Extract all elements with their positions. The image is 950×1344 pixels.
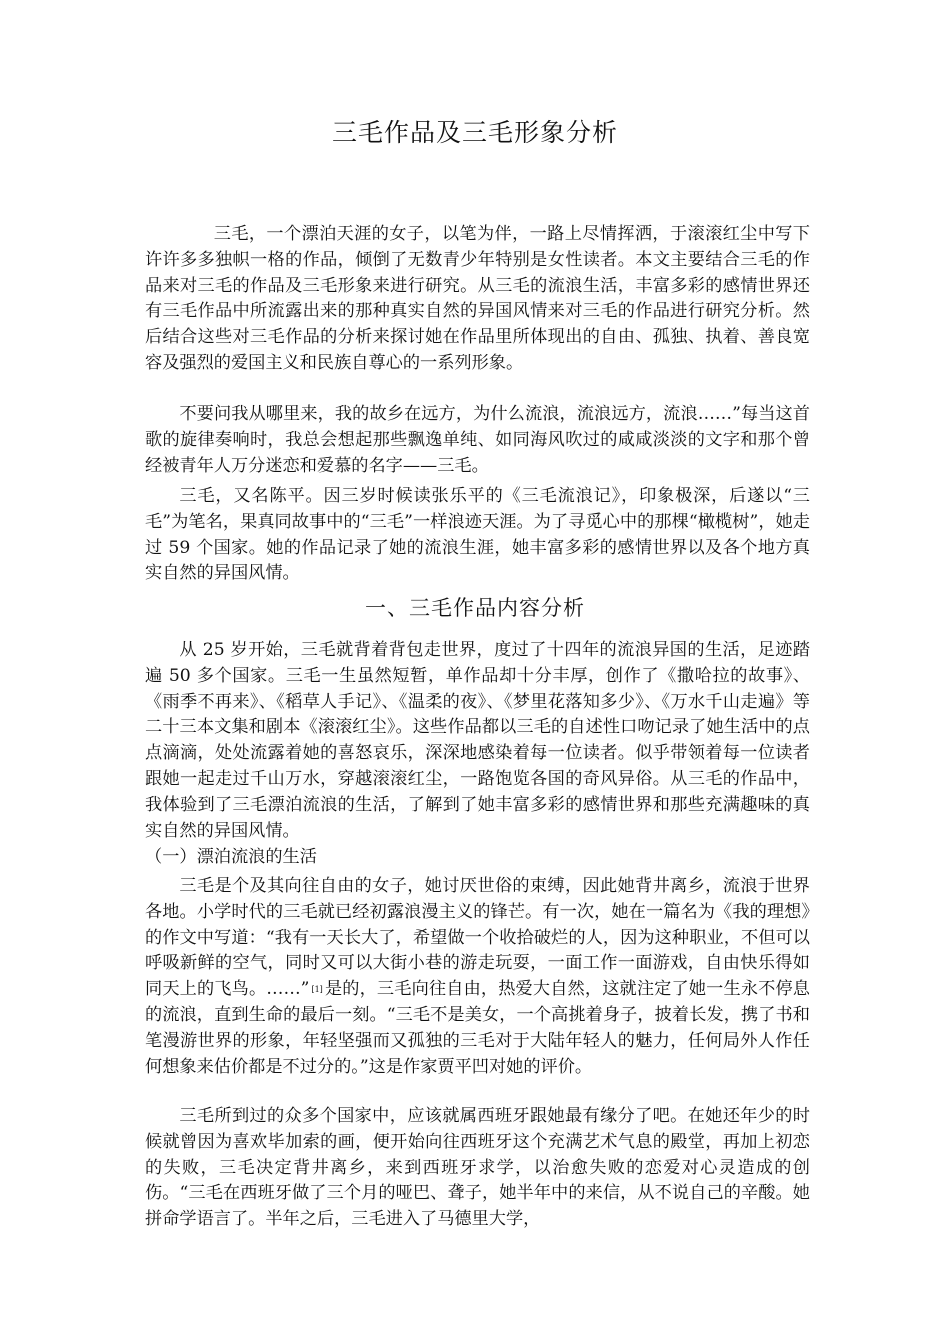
- citation-mark: [1]: [311, 985, 323, 995]
- wandering-life-paragraph: [145, 874, 810, 1080]
- intro-paragraph-biography: 三毛，又名陈平。因三岁时候读张乐平的《三毛流浪记》，印象极深，后遂以“三毛”为笔名，果真同故事中的“三毛”一样浪迹天涯。为了寻觅心中的那棵“橄榄树”，她走过 59 个国家。她的作品记录了她的流浪生涯，她丰富多彩的感情世界以及各个地方真实自然的异国风情。: [145, 486, 810, 584]
- section-heading: 一、三毛作品内容分析: [365, 596, 585, 620]
- spain-paragraph: 三毛所到过的众多个国家中，应该就属西班牙跟她最有缘分了吧。在她还年少的时候就曾因为喜欢毕加索的画，便开始向往西班牙这个充满艺术气息的殿堂，再加上初恋的失败，三毛决定背井离乡，来到西班牙求学，以治愈失败的恋爱对心灵造成的创伤。“三毛在西班牙做了三个月的哑巴、聋子，她半年中的来信，从不说自己的辛酸。她拼命学语言了。半年之后，三毛进入了马德里大学，: [145, 1106, 810, 1230]
- section-intro-paragraph: 从 25 岁开始，三毛就背着背包走世界，度过了十四年的流浪异国的生活，足迹踏遍 50 多个国家。三毛一生虽然短暂，单作品却十分丰厚，创作了《撒哈拉的故事》、《雨季不再来》、《稻草人手记》、《温柔的夜》、《梦里花落知多少》、《万水千山走遍》等二十三本文集和剧本《滚滚红尘》。这些作品都以三毛的自述性口吻记录了她生活中的点点滴滴，处处流露着她的喜怒哀乐，深深地感染着每一位读者。似乎带领着每一位读者跟她一起走过千山万水，穿越滚滚红尘，一路饱览各国的奇风异俗。从三毛的作品中，我体验到了三毛漂泊流浪的生活，了解到了她丰富多彩的感情世界和那些充满趣味的真实自然的异国风情。: [145, 640, 810, 841]
- subsection-heading: （一）漂泊流浪的生活: [145, 847, 317, 867]
- intro-paragraph-song: 不要问我从哪里来，我的故乡在远方，为什么流浪，流浪远方，流浪……”每当这首歌的旋律奏响时，我总会想起那些飘逸单纯、如同海风吹过的咸咸淡淡的文字和那个曾经被青年人万分迷恋和爱慕的名字——三毛。: [145, 404, 810, 476]
- wandering-life-text-part2: 是的，三毛向往自由，热爱大自然，这就注定了她一生永不停息的流浪，直到生命的最后一刻。“三毛不是美女，一个高挑着身子，披着长发，携了书和笔漫游世界的形象，年轻坚强而又孤独的三毛对于大陆年轻人的魅力，任何局外人作任何想象来估价都是不过分的。”这是作家贾平凹对她的评价。: [145, 979, 810, 1077]
- wandering-life-text-part1: 三毛是个及其向往自由的女子，她讨厌世俗的束缚，因此她背井离乡，流浪于世界各地。小学时代的三毛就已经初露浪漫主义的锋芒。有一次，她在一篇名为《我的理想》的作文中写道：“我有一天长大了，希望做一个收拾破烂的人，因为这种职业，不但可以呼吸新鲜的空气，同时又可以大街小巷的游走玩耍，一面工作一面游戏，自由快乐得如同天上的飞鸟。……”: [145, 876, 810, 1000]
- document-title: 三毛作品及三毛形象分析: [331, 118, 618, 147]
- abstract-paragraph: 三毛，一个漂泊天涯的女子，以笔为伴，一路上尽情挥洒，于滚滚红尘中写下许许多多独帜一格的作品，倾倒了无数青少年特别是女性读者。本文主要结合三毛的作品来对三毛的作品及三毛形象来进行研究。从三毛的流浪生活，丰富多彩的感情世界还有三毛作品中所流露出来的那种真实自然的异国风情来对三毛的作品进行研究分析。然后结合这些对三毛作品的分析来探讨她在作品里所体现出的自由、孤独、执着、善良宽容及强烈的爱国主义和民族自尊心的一系列形象。: [145, 224, 810, 373]
